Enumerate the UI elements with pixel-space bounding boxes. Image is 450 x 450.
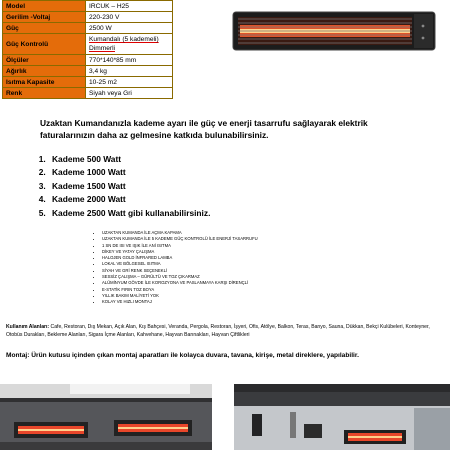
- feature-item: • SİYAH VE GRİ RENK SEÇENEKLİ: [102, 268, 258, 274]
- feature-item: • HALOJEN GOLD İNFRARED LAMBA: [102, 255, 258, 261]
- spec-value: 3,4 kg: [86, 66, 173, 77]
- spec-value: 10-25 m2: [86, 77, 173, 88]
- heater-product-image: [230, 10, 440, 52]
- power-level-item: 5. Kademe 2500 Watt gibi kullanabilirsiniz.: [48, 207, 210, 220]
- spec-label: Gerilim -Voltaj: [3, 12, 86, 23]
- spec-row-model: [3, 1, 173, 12]
- spec-row-voltage: [3, 12, 173, 23]
- usage-areas: [6, 324, 446, 340]
- feature-item: • E-STATİK FIRIN TOZ BOYA: [102, 287, 258, 293]
- feature-item: • YILLIK BAKIM MALİYETİ YOK: [102, 293, 258, 299]
- install-label: Montaj:: [6, 352, 30, 359]
- spec-row-capacity: [3, 77, 173, 88]
- spec-label: Isıtma Kapasite: [3, 77, 86, 88]
- spec-label: Model: [3, 1, 86, 12]
- spec-row-weight: [3, 66, 173, 77]
- spec-value: Siyah veya Gri: [86, 88, 173, 99]
- power-level-list: [30, 153, 210, 220]
- spec-label: Ölçüler: [3, 55, 86, 66]
- spec-label: Renk: [3, 88, 86, 99]
- spec-value: 770*140*85 mm: [86, 55, 173, 66]
- spec-value: 2500 W: [86, 23, 173, 34]
- heater-photo-image: [0, 384, 212, 450]
- spec-table: [2, 0, 173, 99]
- spec-row-power-control: [3, 34, 173, 55]
- installation-photo-left: [0, 384, 212, 450]
- intro-paragraph: Uzaktan Kumandanızla kademe ayarı ile güç ve enerji tasarrufu sağlayarak elektrik faturalarınızın daha az gelmesine katkıda bulunabilirsiniz.: [40, 118, 368, 140]
- feature-list: [90, 230, 258, 306]
- power-level-item: 4. Kademe 2000 Watt: [48, 193, 210, 206]
- feature-item: • KOLAY VE HIZLI MONTAJ: [102, 299, 258, 305]
- feature-item: • SESSİZ ÇALIŞMA – GÜRÜLTÜ VE TOZ ÇIKARMAZ: [102, 274, 258, 280]
- feature-item: • 1 SN DE ISI VE IŞIK İLE ANİ ISITMA: [102, 243, 258, 249]
- usage-text: Cafe, Restoran, Dış Mekan, Açık Alan, Kış Bahçesi, Veranda, Pergola, Restoran, İşyeri, Ofis, Atölye, Balkon, Teras, Banyo, Sauna, Dükkan, Bekçi Kulübeleri, Konteyner, Otobüs Durakları, Bekleme Alanları, Sigara İçme Alanları, Kahvehane, Hayvan Barınakları, Hayvan Çiftlikleri: [6, 324, 430, 338]
- spec-value: Kumandalı (5 kademeli): [89, 36, 159, 43]
- installation-photo-right: [234, 384, 450, 450]
- power-level-item: 2. Kademe 1000 Watt: [48, 166, 210, 179]
- feature-item: • UZAKTAN KUMANDA İLE 5 KADEME GÜÇ KONTROLÜ İLE ENERJİ TASARRUFU: [102, 236, 258, 242]
- feature-item: • ALÜMİNYUM GÖVDE İLE KOROZYONA VE PASLANMAYA KARŞI DİRENÇLİ: [102, 280, 258, 286]
- feature-item: • DİKEY VE YATAY ÇALIŞMA: [102, 249, 258, 255]
- spec-label: Ağırlık: [3, 66, 86, 77]
- install-text: Ürün kutusu içinden çıkan montaj aparatları ile kolayca duvara, tavana, kirişe, metal direklere, yapılabilir.: [29, 352, 359, 359]
- spec-row-color: [3, 88, 173, 99]
- feature-item: • LOKAL VE BÖLGESEL ISITMA: [102, 261, 258, 267]
- spec-value-secondary: Dimmerli: [89, 45, 116, 52]
- spec-label: Güç: [3, 23, 86, 34]
- spec-value: 220-230 V: [86, 12, 173, 23]
- spec-value: IRCUK – H25: [86, 1, 173, 12]
- spec-row-power: [3, 23, 173, 34]
- spec-label: Güç Kontrolü: [3, 34, 86, 55]
- heater-photo-image: [234, 384, 450, 450]
- installation-note: [6, 352, 446, 361]
- usage-label: Kullanım Alanları:: [6, 324, 50, 330]
- feature-item: • UZAKTAN KUMANDA İLE AÇMA KAPAMA: [102, 230, 258, 236]
- power-level-item: 1. Kademe 500 Watt: [48, 153, 210, 166]
- power-level-item: 3. Kademe 1500 Watt: [48, 180, 210, 193]
- spec-row-dimensions: [3, 55, 173, 66]
- spec-value-multi: [86, 34, 173, 55]
